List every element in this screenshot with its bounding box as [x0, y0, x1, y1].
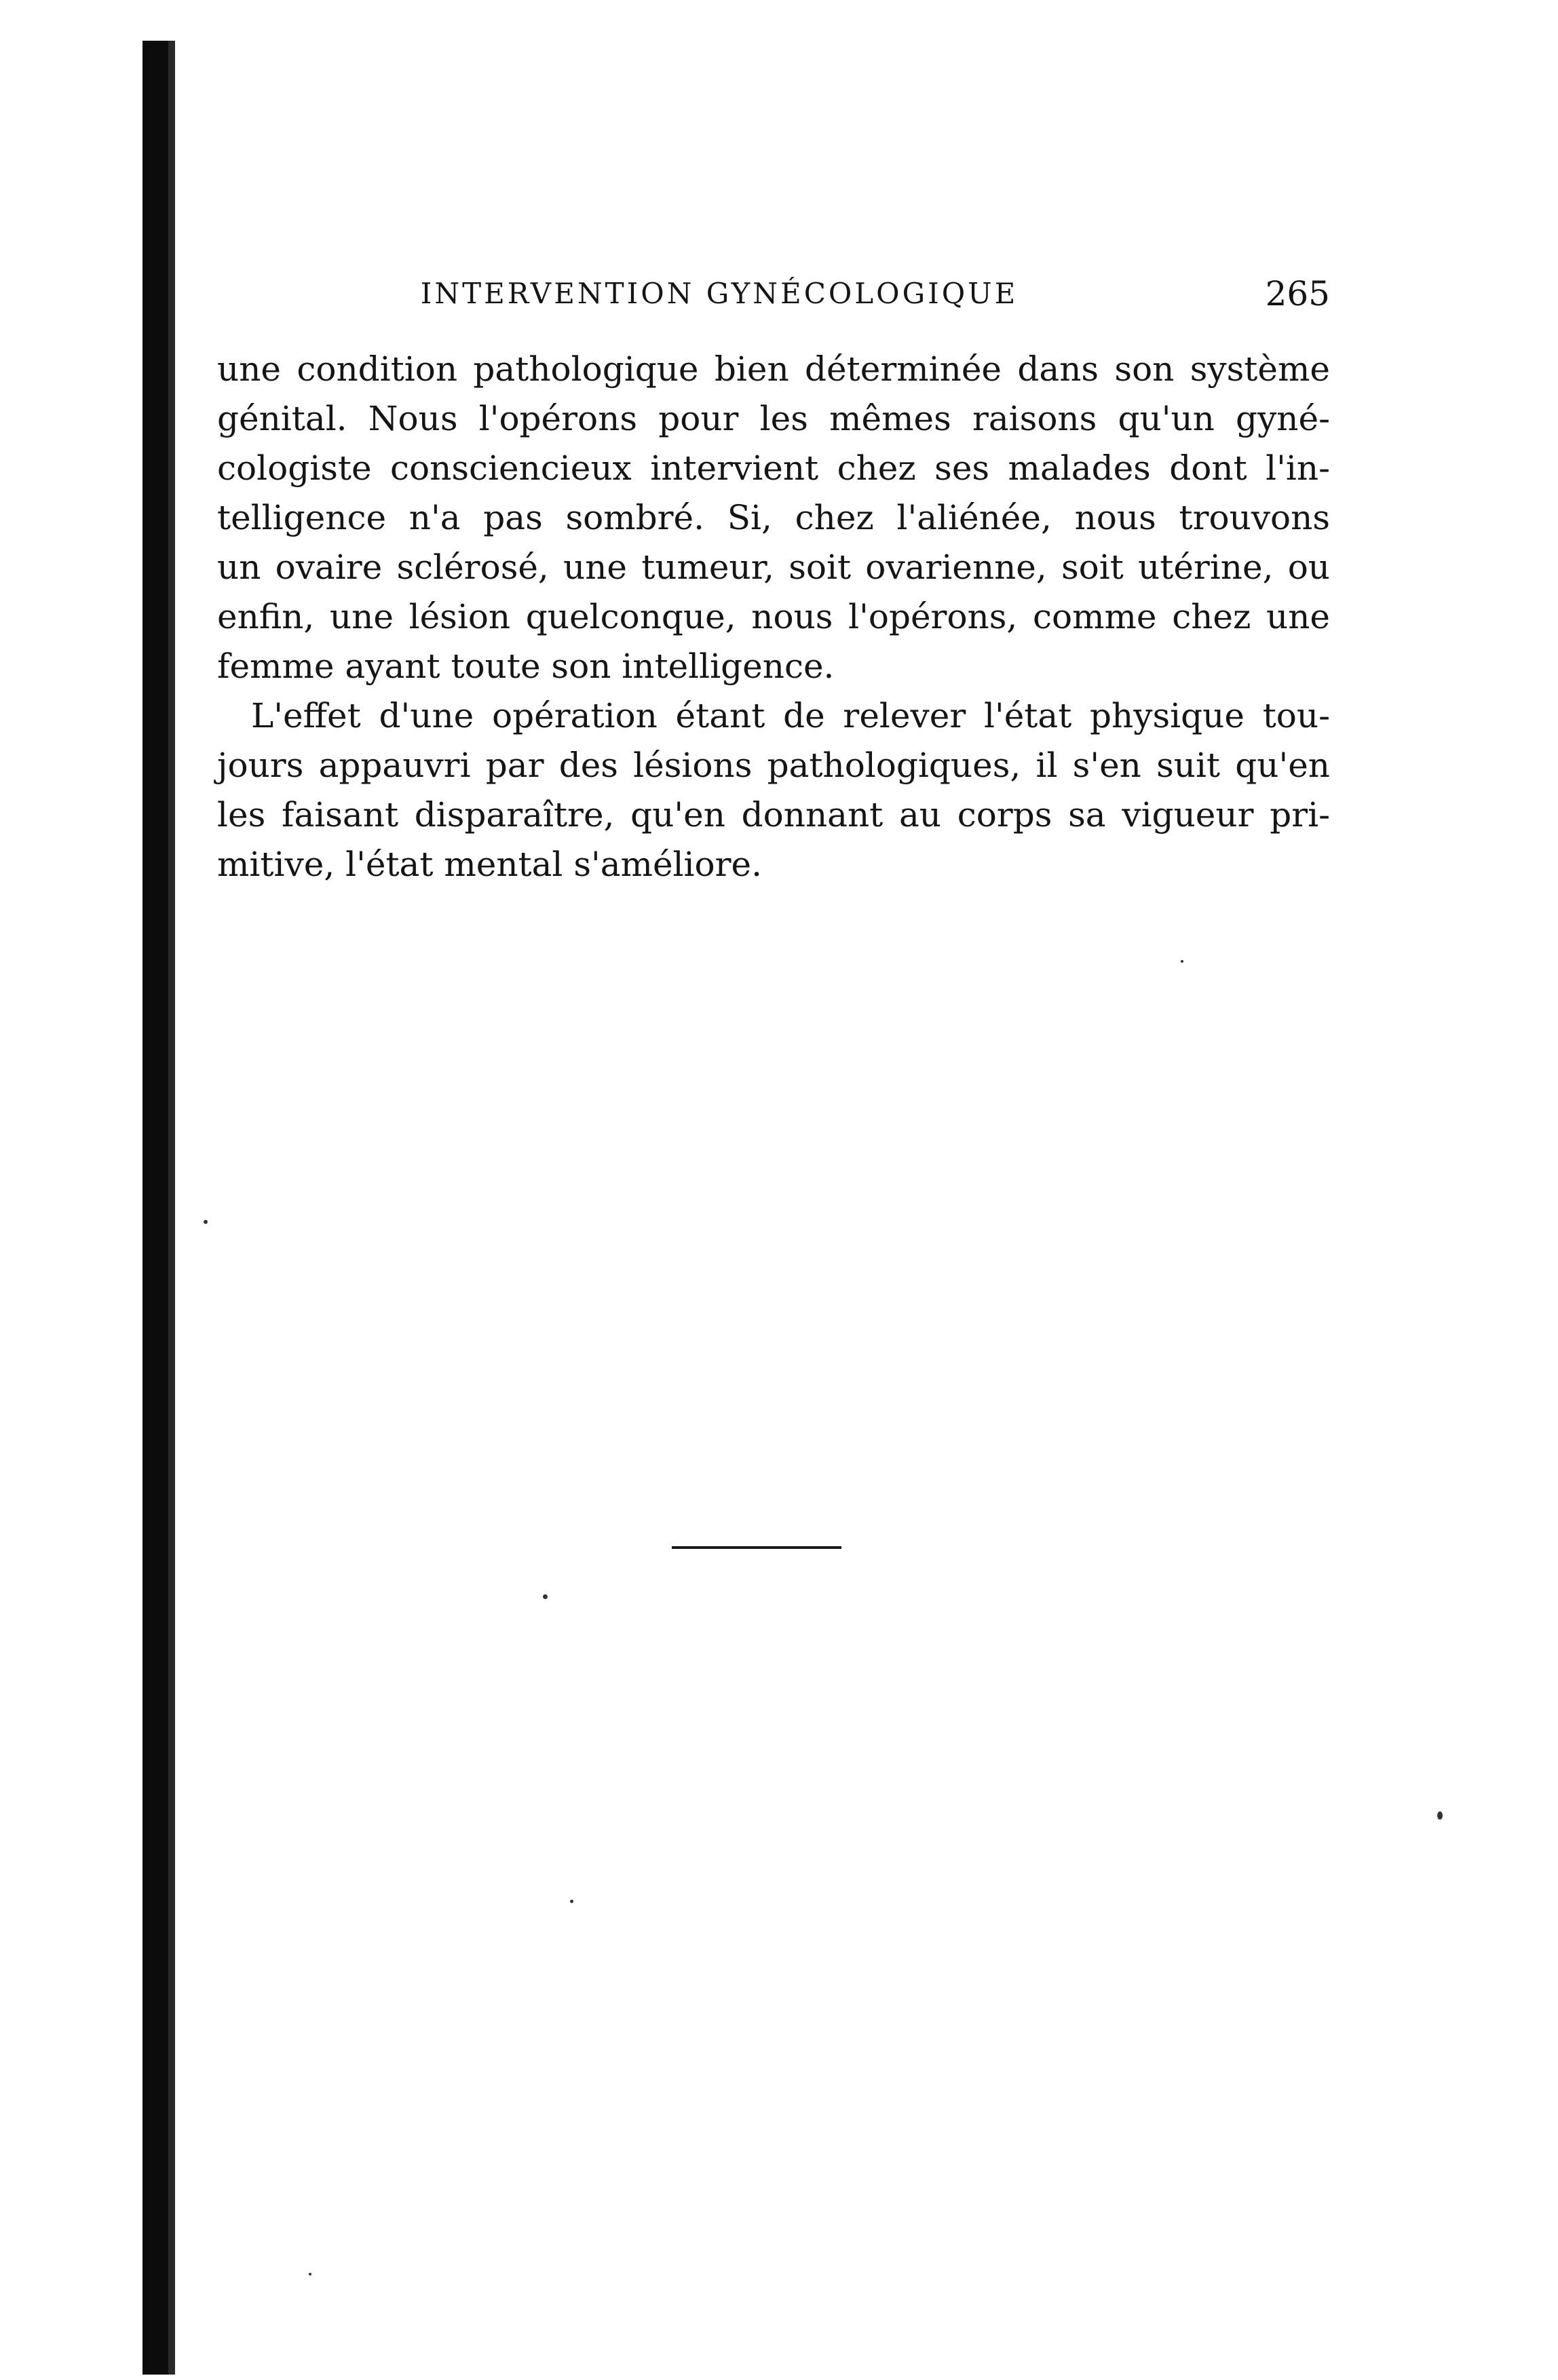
- body-text: [217, 345, 1330, 889]
- running-title: INTERVENTION GYNÉCOLOGIQUE: [420, 277, 1019, 310]
- text-line: L'effet d'une opération étant de relever l'état physique tou-: [251, 696, 1330, 735]
- print-speck: [204, 1220, 208, 1224]
- text-line: un ovaire sclérosé, une tumeur, soit ovarienne, soit utérine, ou: [217, 548, 1330, 587]
- text-line: une condition pathologique bien déterminée dans son système: [217, 349, 1330, 389]
- end-rule: [672, 1546, 841, 1549]
- book-spine-edge: [168, 41, 175, 2375]
- running-head: [217, 270, 1330, 318]
- text-line: mitive, l'état mental s'améliore.: [217, 845, 763, 884]
- text-line: génital. Nous l'opérons pour les mêmes raisons qu'un gyné-: [217, 399, 1330, 438]
- print-speck: [570, 1900, 573, 1903]
- print-speck: [543, 1594, 548, 1599]
- paragraph-1: [217, 345, 1330, 691]
- text-line: cologiste consciencieux intervient chez ses malades dont l'in-: [217, 448, 1330, 488]
- page-number: 265: [1265, 274, 1330, 313]
- text-line: les faisant disparaître, qu'en donnant au corps sa vigueur pri-: [217, 795, 1330, 834]
- text-line: enfin, une lésion quelconque, nous l'opérons, comme chez une: [217, 597, 1330, 636]
- print-speck: [1181, 960, 1183, 963]
- text-line: jours appauvri par des lésions pathologiques, il s'en suit qu'en: [217, 746, 1330, 785]
- print-speck: [1437, 1811, 1443, 1820]
- print-speck: [309, 2273, 311, 2276]
- text-line: telligence n'a pas sombré. Si, chez l'aliénée, nous trouvons: [217, 498, 1330, 537]
- paragraph-2: [217, 691, 1330, 889]
- text-line: femme ayant toute son intelligence.: [217, 647, 835, 686]
